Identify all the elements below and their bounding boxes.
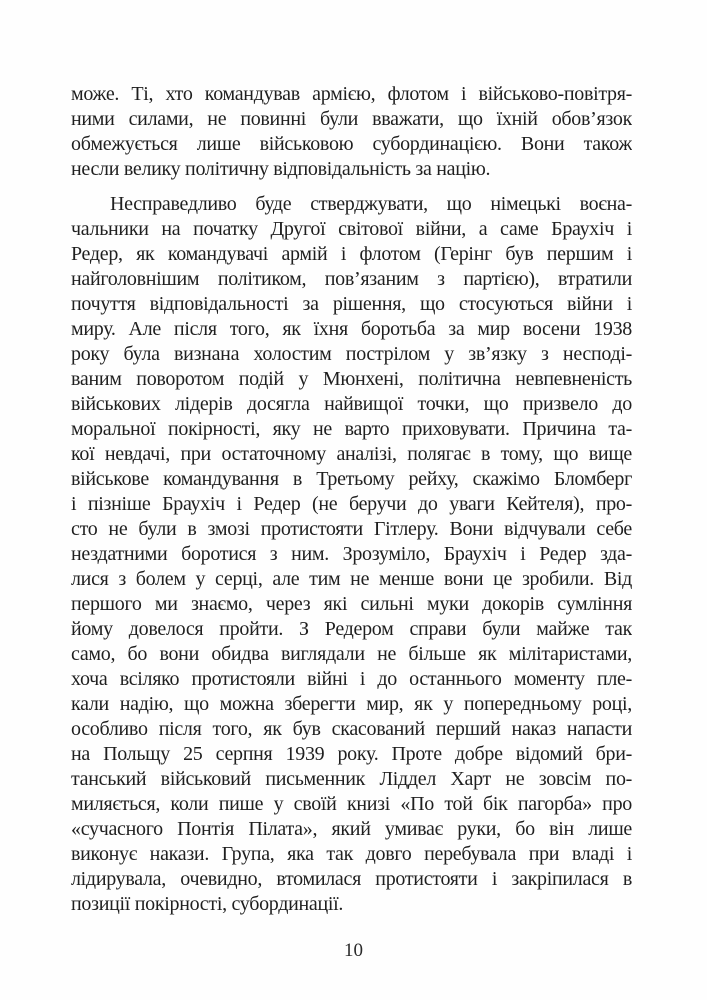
text-line: хоча всіляко протистояли війні і до останнього моменту пле- — [71, 668, 632, 690]
text-line: лідирувала, очевидно, втомилася протистояти і закріпилася в — [71, 868, 632, 890]
text-line: найголовнішим політиком, пов’язаним з партією), втратили — [71, 268, 632, 290]
text-line: кали надію, що можна зберегти мир, як у попередньому році, — [71, 693, 632, 715]
text-line: може. Ті, хто командував армією, флотом і військово-повітря- — [71, 83, 632, 105]
text-line: Несправедливо буде стверджувати, що німецькі воєна- — [110, 193, 632, 215]
text-line: ними силами, не повинні були вважати, що їхній обов’язок — [71, 108, 632, 130]
text-line: ваним поворотом подій у Мюнхені, політична невпевненість — [71, 368, 632, 390]
text-line: моральної покірності, яку не варто приховувати. Причина та- — [71, 418, 632, 440]
text-block — [71, 82, 632, 917]
text-line: несли велику політичну відповідальність за націю. — [71, 158, 491, 180]
text-line: Редер, як командувачі армій і флотом (Герінг був першим і — [71, 243, 632, 265]
text-line: на Польщу 25 серпня 1939 року. Проте добре відомий бри- — [71, 743, 632, 765]
text-line: почуття відповідальності за рішення, що стосуються війни і — [71, 293, 632, 315]
text-line: чальники на початку Другої світової війни, а саме Браухіч і — [71, 218, 632, 240]
text-line: і пізніше Браухіч і Редер (не беручи до уваги Кейтеля), про- — [71, 493, 632, 515]
text-line: «сучасного Понтія Пілата», який умиває руки, бо він лише — [71, 818, 632, 840]
text-line: обмежується лише військовою субординацією. Вони також — [71, 133, 632, 155]
text-line: позиції покірності, субординації. — [71, 893, 344, 915]
text-line: сто не були в змозі протистояти Гітлеру. Вони відчували себе — [71, 518, 632, 540]
paragraph — [71, 192, 632, 917]
text-line: нездатними боротися з ним. Зрозуміло, Браухіч і Редер зда- — [71, 543, 632, 565]
text-line: йому довелося пройти. З Редером справи були майже так — [71, 618, 632, 640]
text-line: миру. Але після того, як їхня боротьба за мир восени 1938 — [71, 318, 632, 340]
text-line: військове командування в Третьому рейху, скажімо Бломберг — [71, 468, 632, 490]
text-line: першого ми знаємо, через які сильні муки докорів сумління — [71, 593, 632, 615]
text-line: виконує накази. Група, яка так довго перебувала при владі і — [71, 843, 632, 865]
text-line: танський військовий письменник Ліддел Харт не зовсім по- — [71, 768, 632, 790]
text-line: лися з болем у серці, але тим не менше вони це зробили. Від — [71, 568, 632, 590]
page-number: 10 — [344, 940, 363, 961]
text-line: само, бо вони обидва виглядали не більше як мілітаристами, — [71, 643, 632, 665]
text-line: особливо після того, як був скасований перший наказ напасти — [71, 718, 632, 740]
paragraph — [71, 82, 632, 182]
text-line: року була визнана холостим пострілом у зв’язку з несподі- — [71, 343, 632, 365]
text-line: кої невдачі, при остаточному аналізі, полягає в тому, що вище — [71, 443, 632, 465]
text-line: військових лідерів досягла найвищої точки, що призвело до — [71, 393, 632, 415]
text-line: миляється, коли пише у своїй книзі «По той бік пагорба» про — [71, 793, 632, 815]
